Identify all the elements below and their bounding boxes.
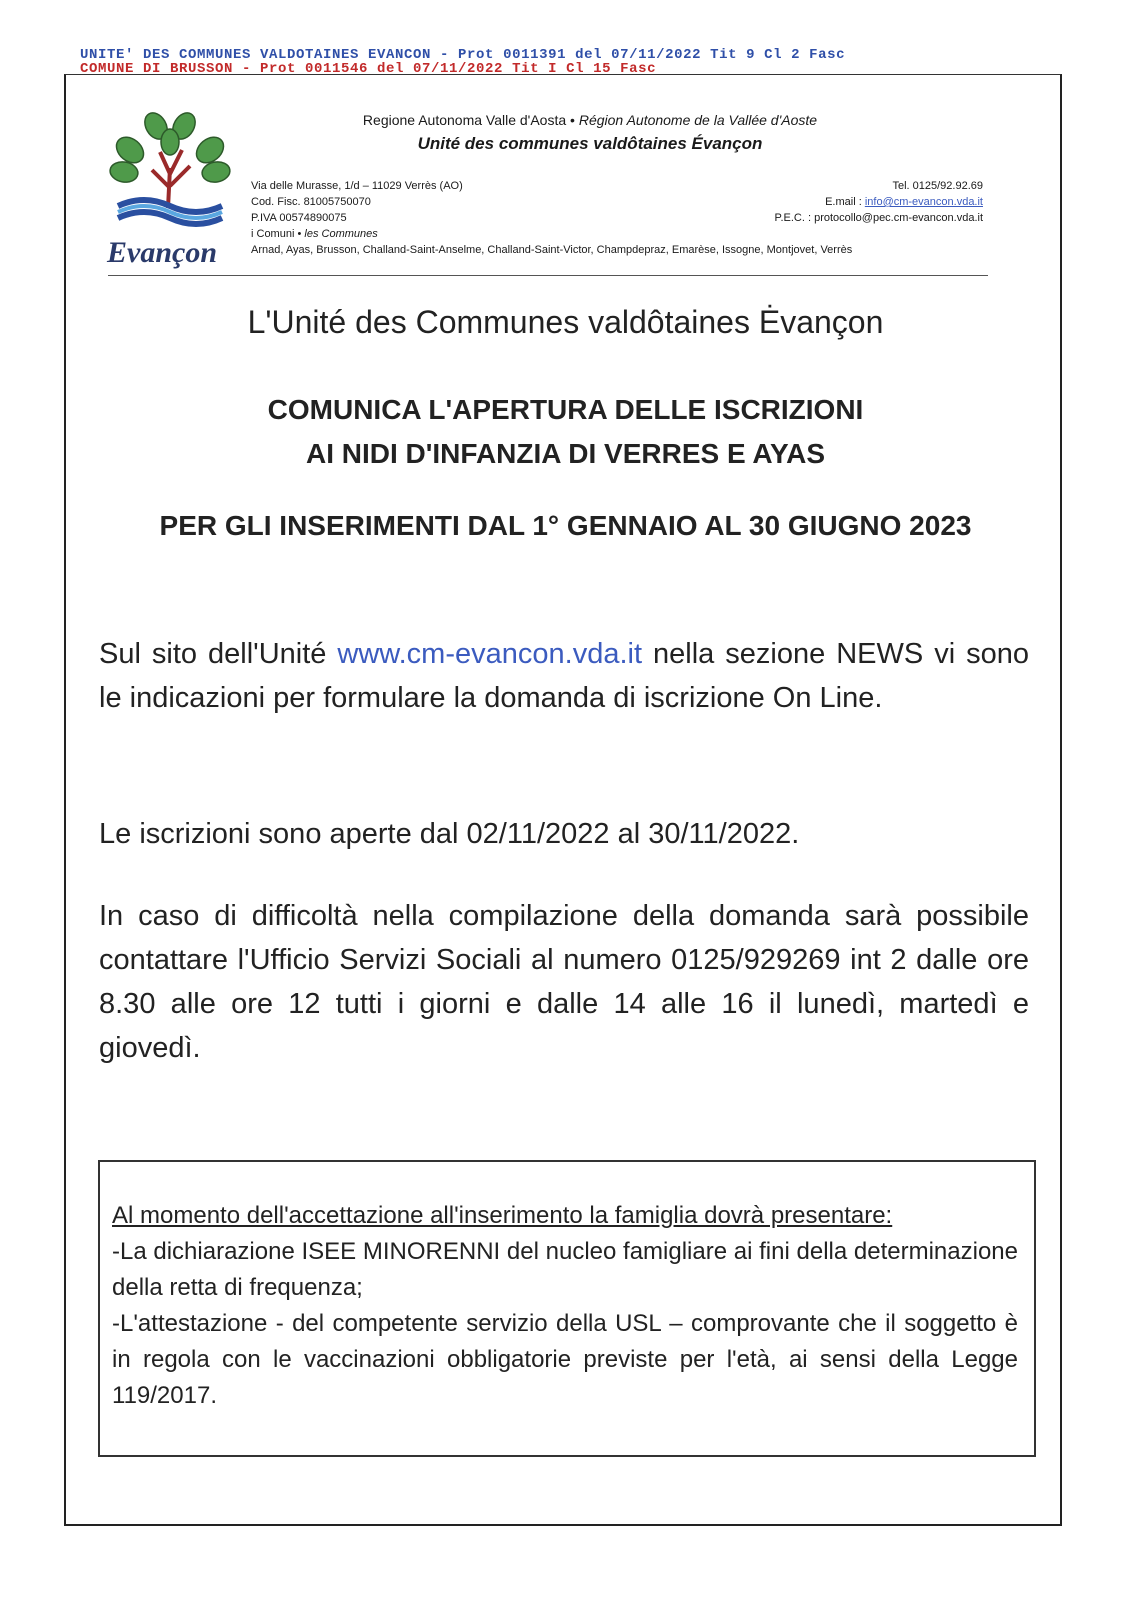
comuni-list: Arnad, Ayas, Brusson, Challand-Saint-Anselme, Challand-Saint-Victor, Champdepraz, Emarèse, Issogne, Montjovet, Verrès [251,244,853,256]
address-street: Via delle Murasse, 1/d – 11029 Verrès (AO) [251,180,463,192]
period-heading: PER GLI INSERIMENTI DAL 1° GENNAIO AL 30 GIUGNO 2023 [159,510,972,541]
requirement-isee: -La dichiarazione ISEE MINORENNI del nucleo famigliare ai fini della determinazione della retta di frequenza; [112,1238,1018,1301]
unite-name: Unité des communes valdôtaines Évançon [417,134,763,153]
page-title: L'Unité des Communes valdôtaines Ėvançon [247,304,884,340]
p1-text-before: Sul sito dell'Unité [99,638,338,670]
heading-line-1: COMUNICA L'APERTURA DELLE ISCRIZIONI [267,394,864,425]
p1-text-after: nella sezione NEWS vi sono le indicazioni per formulare la domanda di iscrizione On Line. [99,638,1030,714]
website-paragraph [99,632,1029,720]
website-link[interactable]: www.cm-evancon.vda.it [337,638,643,670]
region-fr: Région Autonome de la Vallée d'Aoste [578,112,818,128]
requirements-box [98,1160,1036,1457]
comuni-label: i Comuni [251,228,295,240]
pec-address: P.E.C. : protocollo@pec.cm-evancon.vda.it [774,212,983,224]
region-line [240,112,940,128]
email-line [775,194,983,210]
telephone: Tel. 0125/92.92.69 [892,180,983,192]
letterhead-divider [108,275,988,276]
region-it: Regione Autonoma Valle d'Aosta [362,112,567,128]
address-block [251,178,463,242]
protocol-stamp-brusson: COMUNE DI BRUSSON - Prot 0011546 del 07/11/2022 Tit I Cl 15 Fasc [80,61,657,77]
requirement-vaccinations: -L'attestazione - del competente servizio della USL – comprovante che il soggetto è in regola con le vaccinazioni obbligatorie previste per l'età, ai sensi della Legge 119/2017. [112,1310,1018,1409]
bullet-separator: • [297,228,302,240]
contact-block [775,178,983,226]
communes-label: les Communes [304,228,378,240]
cod-fisc: Cod. Fisc. 81005750070 [251,196,371,208]
email-label: E.mail : [825,196,862,208]
requirements-content [112,1198,1018,1414]
dates-paragraph: Le iscrizioni sono aperte dal 02/11/2022 al 30/11/2022. [99,818,800,850]
protocol-stamp-unite: UNITE' DES COMMUNES VALDOTAINES EVANCON - Prot 0011391 del 07/11/2022 Tit 9 Cl 2 Fasc [80,47,846,63]
logo-wordmark: Evançon [107,236,218,269]
contact-paragraph: In caso di difficoltà nella compilazione della domanda sarà possibile contattare l'Ufficio Servizi Sociali al numero 0125/929269 int 2 dalle ore 8.30 alle ore 12 tutti i giorni e dalle 14 alle 16 il lunedì, martedì e giovedì. [99,900,1029,1064]
email-link[interactable]: info@cm-evancon.vda.it [864,196,983,208]
comuni-label-line [251,226,463,242]
bullet-separator: • [570,112,575,128]
heading-line-2: AI NIDI D'INFANZIA DI VERRES E AYAS [305,438,826,469]
announcement-heading [0,388,1131,476]
requirements-heading: Al momento dell'accettazione all'inserimento la famiglia dovrà presentare: [112,1202,893,1229]
partita-iva: P.IVA 00574890075 [251,212,347,224]
